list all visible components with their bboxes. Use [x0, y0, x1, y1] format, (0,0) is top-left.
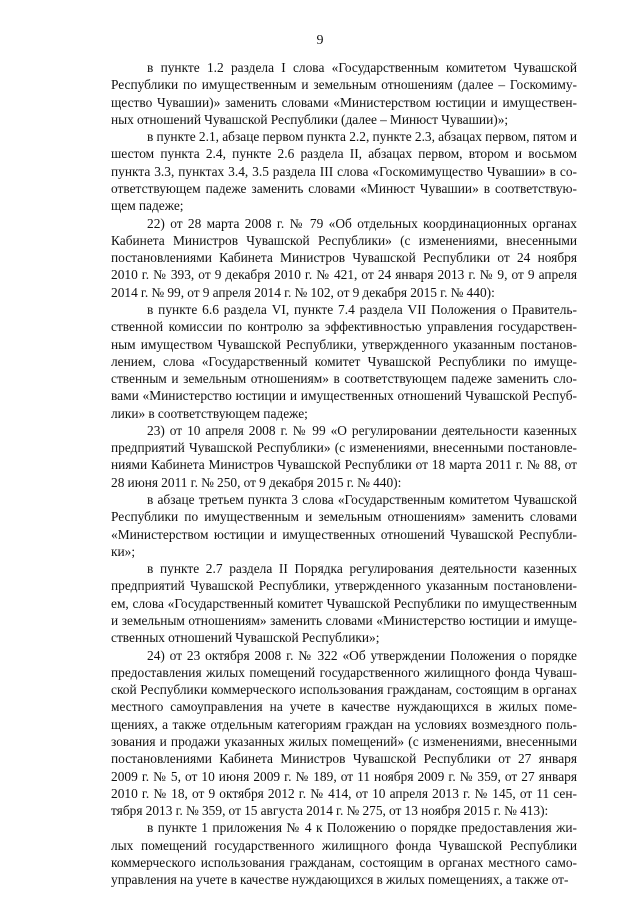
paragraph-3: 22) от 28 марта 2008 г. № 79 «Об отдельных координационных органах Кабинета Министров Чувашской Республики» (с изменениями, внесенными постановлениями Кабинета Министров Чувашской Республики от 24 ноября 2010 г. № 393, от 9 декабря 2010 г. № 421, от 24 января 2013 г. № 9, от 9 апреля 2014 г. № 99, от 9 апреля 2014 г. № 102, от 9 декабря 2015 г. № 440):	[111, 215, 577, 300]
paragraph-8: 24) от 23 октября 2008 г. № 322 «Об утверждении Положения о порядке предоставления жилых помещений государственного жилищного фонда Чувашской Республики коммерческого использования гражданам, состоящим в органах местного самоуправления на учете в качестве нуждающихся в жилых помещениях, а также отдельным категориям граждан на условиях возмездного пользования и продажи указанных жилых помещений» (с изменениями, внесенными постановлениями Кабинета Министров Чувашской Республики от 27 января 2009 г. № 5, от 10 июня 2009 г. № 189, от 11 ноября 2009 г. № 359, от 27 января 2010 г. № 18, от 9 октября 2012 г. № 414, от 10 апреля 2013 г. № 145, от 11 сентября 2013 г. № 359, от 15 августа 2014 г. № 275, от 13 ноября 2015 г. № 413):	[111, 647, 577, 819]
paragraph-6: в абзаце третьем пункта 3 слова «Государственным комитетом Чувашской Республики по имущественным и земельным отношениям» заменить словами «Министерством юстиции и имущественных отношений Чувашской Республики»;	[111, 492, 577, 559]
document-body	[111, 59, 577, 889]
paragraph-7: в пункте 2.7 раздела II Порядка регулирования деятельности казенных предприятий Чувашской Республики, утвержденного указанным постановлением, слова «Государственный комитет Чувашской Республики по имущественным и земельным отношениям» заменить словами «Министерство юстиции и имущественных отношений Чувашской Республики»;	[111, 561, 577, 646]
paragraph-4: в пункте 6.6 раздела VI, пункте 7.4 раздела VII Положения о Правительственной комиссии по контролю за эффективностью управления государственным имуществом Чувашской Республики, утвержденного указанным постановлением, слова «Государственный комитет Чувашской Республики по имущественным и земельным отношениям» в соответствующем падеже заменить словами «Министерство юстиции и имущественных отношений Чувашской Республики» в соответствующем падеже;	[111, 301, 577, 421]
paragraph-9: в пункте 1 приложения № 4 к Положению о порядке предоставления жилых помещений государственного жилищного фонда Чувашской Республики коммерческого использования гражданам, состоящим в органах местного самоуправления на учете в качестве нуждающихся в жилых помещениях, а также от-	[111, 820, 577, 888]
page-number: 9	[316, 33, 324, 48]
paragraph-5: 23) от 10 апреля 2008 г. № 99 «О регулировании деятельности казенных предприятий Чувашской Республики» (с изменениями, внесенными постановлениями Кабинета Министров Чувашской Республики от 18 марта 2011 г. № 88, от 28 июня 2011 г. № 250, от 9 декабря 2015 г. № 440):	[111, 422, 577, 490]
paragraph-1: в пункте 1.2 раздела I слова «Государственным комитетом Чувашской Республики по имущественным и земельным отношениям (далее – Госкомимущество Чувашии)» заменить словами «Министерством юстиции и имущественных отношений Чувашской Республики (далее – Минюст Чувашии)»;	[111, 60, 577, 127]
paragraph-2: в пункте 2.1, абзаце первом пункта 2.2, пункте 2.3, абзацах первом, пятом и шестом пункта 2.4, пункте 2.6 раздела II, абзацах первом, втором и восьмом пункта 3.3, пунктах 3.4, 3.5 раздела III слова «Госкомимущество Чувашии» в соответствующем падеже заменить словами «Минюст Чувашии» в соответствующем падеже;	[111, 129, 577, 214]
